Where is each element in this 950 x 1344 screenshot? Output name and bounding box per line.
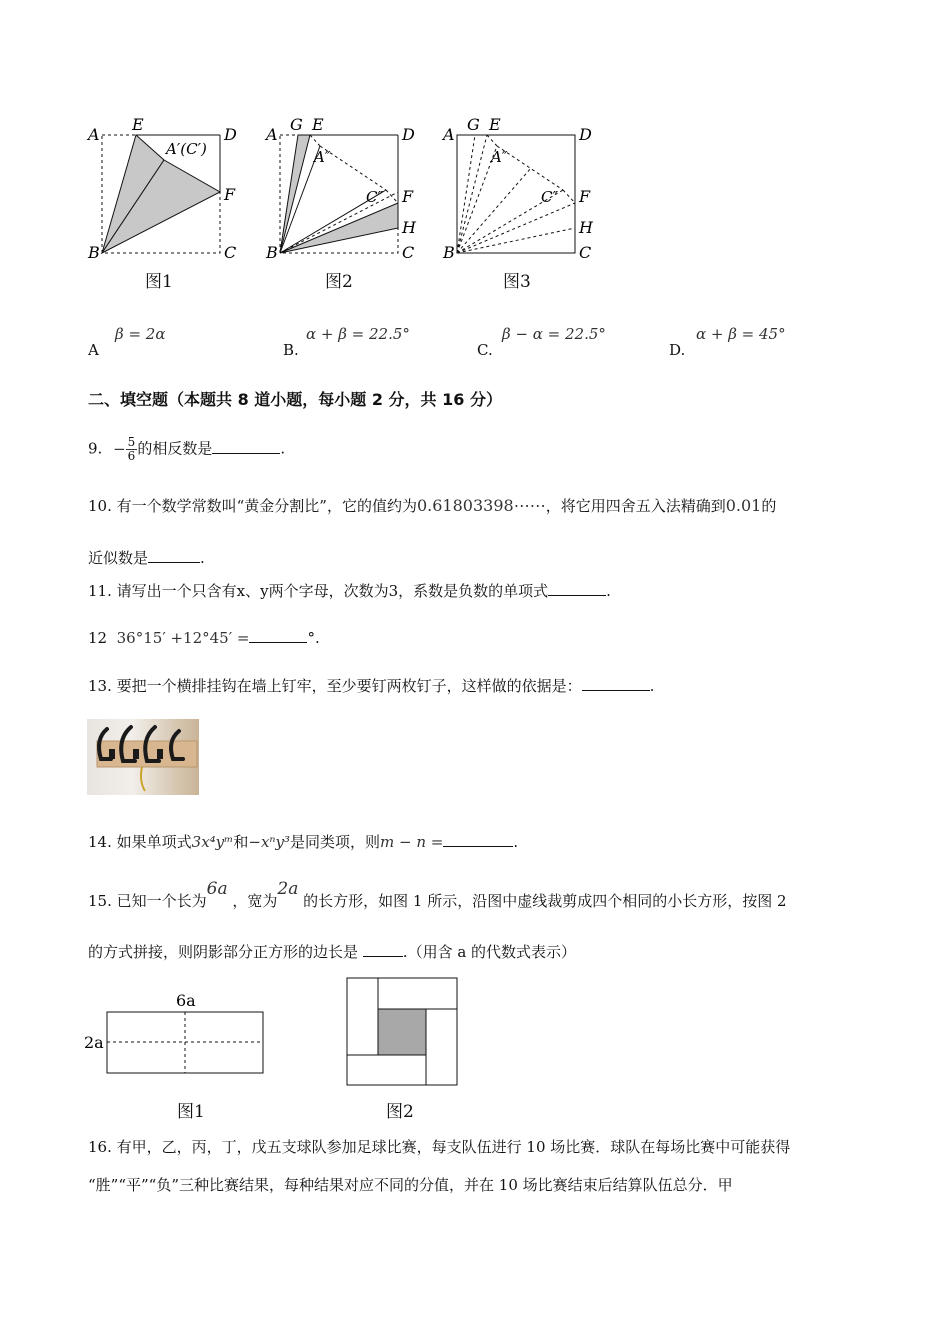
option-a-expr: β = 2α	[115, 325, 166, 343]
fig2-caption: 图2	[325, 272, 353, 292]
option-c-expr: β − α = 22.5°	[502, 325, 606, 343]
fig2-diagram	[258, 110, 428, 260]
svg-text:H: H	[579, 218, 593, 237]
svg-text:D: D	[579, 125, 592, 144]
answer-blank[interactable]	[212, 439, 280, 454]
question-16-line2: “胜”“平”“负”三种比赛结果，每种结果对应不同的分值，并在 10 场比赛结束后结算队伍总分．甲	[88, 1176, 733, 1194]
svg-text:C″: C″	[541, 188, 559, 206]
answer-blank[interactable]	[443, 832, 513, 847]
svg-text:B: B	[443, 243, 455, 260]
option-c[interactable]	[477, 340, 493, 360]
option-letter: C.	[477, 341, 493, 359]
option-b-expr: α + β = 22.5°	[306, 325, 410, 343]
question-12: 12 36°15′ +12°45′ = °.	[88, 629, 320, 647]
svg-text:F: F	[224, 185, 236, 204]
svg-text:C″: C″	[366, 188, 384, 206]
svg-text:A: A	[443, 125, 455, 144]
svg-text:F: F	[402, 187, 414, 206]
option-b[interactable]	[283, 340, 299, 360]
svg-text:2a: 2a	[84, 1033, 104, 1052]
answer-blank[interactable]	[148, 548, 200, 563]
svg-text:G: G	[290, 115, 303, 134]
option-d-expr: α + β = 45°	[696, 325, 786, 343]
question-15-line2: 的方式拼接，则阴影部分正方形的边长是 .（用含 a 的代数式表示）	[88, 943, 577, 961]
section-heading: 二、填空题（本题共 8 道小题，每小题 2 分，共 16 分）	[88, 390, 502, 409]
svg-text:C: C	[224, 243, 237, 260]
svg-text:B: B	[266, 243, 278, 260]
svg-text:6a: 6a	[176, 991, 196, 1010]
question-9: 9. − $\frac{5}{6}$ 的相反数是 .	[88, 435, 286, 463]
svg-text:D: D	[224, 125, 237, 144]
question-15: 15. 已知一个长为6a ，宽为2a 的长方形，如图 1 所示，沿图中虚线裁剪成四个相同的小长方形，按图 2	[88, 879, 787, 910]
question-14: 14. 如果单项式3x⁴yᵐ和−xⁿy³是同类项，则m − n = .	[88, 833, 519, 851]
svg-text:E: E	[489, 115, 501, 134]
option-letter: D.	[669, 341, 686, 359]
answer-blank[interactable]	[363, 942, 403, 957]
svg-text:H: H	[402, 218, 416, 237]
hook-rack-photo	[87, 719, 199, 795]
svg-text:C: C	[402, 243, 415, 260]
answer-blank[interactable]	[548, 581, 606, 596]
fig1-caption: 图1	[145, 272, 173, 292]
svg-text:F: F	[579, 187, 591, 206]
q15-fig2-caption: 图2	[386, 1102, 414, 1122]
option-letter: A	[88, 341, 99, 359]
option-letter: B.	[283, 341, 299, 359]
svg-text:A: A	[266, 125, 278, 144]
fraction: $\frac{5}{6}$	[127, 435, 136, 463]
svg-text:A′(C′): A′(C′)	[166, 140, 207, 158]
svg-text:A″: A″	[314, 148, 331, 166]
fig3-diagram	[435, 110, 610, 260]
question-11: 11. 请写出一个只含有x、y两个字母，次数为3，系数是负数的单项式 .	[88, 582, 611, 600]
svg-text:C: C	[579, 243, 592, 260]
svg-text:D: D	[402, 125, 415, 144]
question-16: 16. 有甲，乙，丙，丁，戊五支球队参加足球比赛，每支队伍进行 10 场比赛．球队在每场比赛中可能获得	[88, 1138, 791, 1156]
svg-text:E: E	[132, 115, 144, 134]
option-d[interactable]	[669, 340, 685, 360]
answer-blank[interactable]	[582, 676, 650, 691]
fig3-caption: 图3	[503, 272, 531, 292]
svg-text:B: B	[88, 243, 100, 260]
option-a[interactable]	[88, 340, 99, 360]
svg-text:A″: A″	[491, 148, 508, 166]
question-10: 10. 有一个数学常数叫“黄金分割比”，它的值约为0.61803398⋯⋯，将它用四舍五入法精确到0.01的	[88, 496, 777, 515]
svg-text:E: E	[312, 115, 324, 134]
svg-text:G: G	[467, 115, 480, 134]
label: A	[88, 125, 100, 144]
fig1-diagram	[80, 110, 250, 260]
q15-fig1-caption: 图1	[177, 1102, 205, 1122]
q15-fig1-diagram	[82, 985, 272, 1080]
answer-blank[interactable]	[249, 628, 307, 643]
question-13: 13. 要把一个横排挂钩在墙上钉牢，至少要钉两枚钉子，这样做的依据是： .	[88, 677, 655, 695]
question-10-line2: 近似数是 .	[88, 549, 205, 567]
q15-fig2-diagram	[345, 976, 459, 1088]
